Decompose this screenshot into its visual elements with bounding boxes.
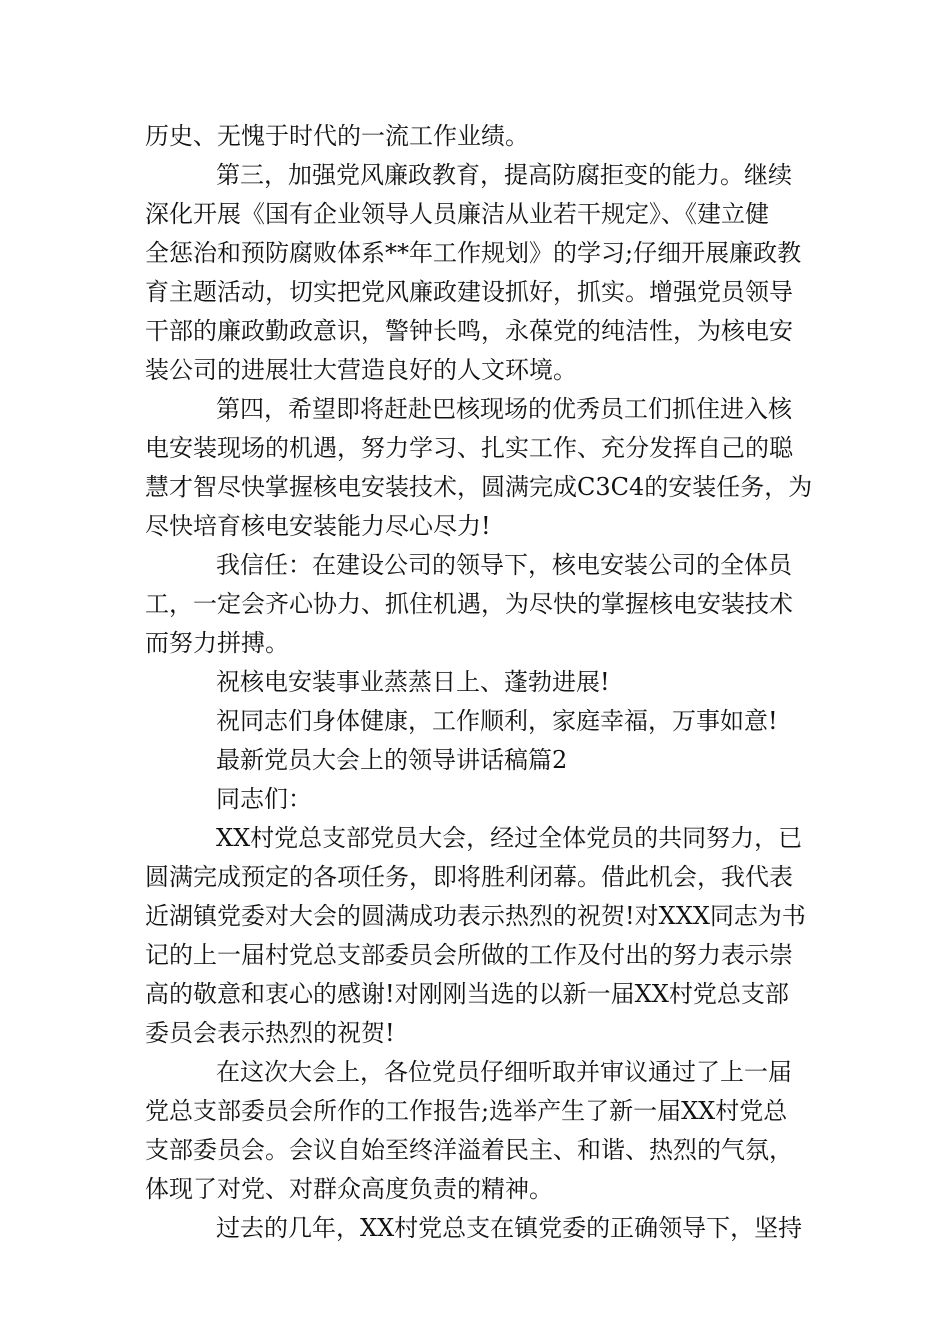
text-line: 历史、无愧于时代的一流工作业绩。 [145, 122, 529, 150]
salutation-line: 同志们： [216, 785, 312, 813]
paragraph-start-line: 祝核电安装事业蒸蒸日上、蓬勃进展! [216, 668, 610, 696]
text-line: 记的上一届村党总支部委员会所做的工作及付出的努力表示崇 [145, 941, 793, 969]
paragraph-start-line: 祝同志们身体健康，工作顺利，家庭幸福，万事如意! [216, 707, 778, 735]
paragraph-start-line: 在这次大会上，各位党员仔细听取并审议通过了上一届 [216, 1058, 792, 1086]
paragraph-start-line: 第三，加强党风廉政教育，提高防腐拒变的能力。继续 [216, 161, 792, 189]
text-line: 全惩治和预防腐败体系**年工作规划》的学习;仔细开展廉政教 [145, 239, 802, 267]
text-line: 深化开展《国有企业领导人员廉洁从业若干规定》、《建立健 [145, 200, 769, 228]
text-line: 圆满完成预定的各项任务，即将胜利闭幕。借此机会，我代表 [145, 863, 793, 891]
text-line: 慧才智尽快掌握核电安装技术，圆满完成C3C4的安装任务，为 [145, 473, 813, 501]
text-line: 党总支部委员会所作的工作报告;选举产生了新一届XX村党总 [145, 1097, 788, 1125]
section-heading: 最新党员大会上的领导讲话稿篇2 [216, 746, 568, 774]
paragraph-start-line: XX村党总支部党员大会，经过全体党员的共同努力，已 [216, 824, 803, 852]
text-line: 干部的廉政勤政意识，警钟长鸣，永葆党的纯洁性，为核电安 [145, 317, 793, 345]
text-line: 尽快培育核电安装能力尽心尽力! [145, 512, 491, 540]
text-line: 支部委员会。会议自始至终洋溢着民主、和谐、热烈的气氛， [145, 1136, 793, 1164]
text-line: 装公司的进展壮大营造良好的人文环境。 [145, 356, 577, 384]
text-line: 近湖镇党委对大会的圆满成功表示热烈的祝贺!对XXX同志为书 [145, 902, 806, 930]
text-line: 高的敬意和衷心的感谢!对刚刚当选的以新一届XX村党总支部 [145, 980, 789, 1008]
text-line: 电安装现场的机遇，努力学习、扎实工作、充分发挥自己的聪 [145, 434, 793, 462]
paragraph-start-line: 第四，希望即将赶赴巴核现场的优秀员工们抓住进入核 [216, 395, 792, 423]
text-line: 而努力拼搏。 [145, 629, 289, 657]
text-line: 体现了对党、对群众高度负责的精神。 [145, 1175, 553, 1203]
paragraph-start-line: 过去的几年，XX村党总支在镇党委的正确领导下，坚持 [216, 1214, 803, 1242]
text-line: 育主题活动，切实把党风廉政建设抓好，抓实。增强党员领导 [145, 278, 793, 306]
text-line: 委员会表示热烈的祝贺! [145, 1019, 395, 1047]
paragraph-start-line: 我信任：在建设公司的领导下，核电安装公司的全体员 [216, 551, 792, 579]
text-line: 工，一定会齐心协力、抓住机遇，为尽快的掌握核电安装技术 [145, 590, 793, 618]
